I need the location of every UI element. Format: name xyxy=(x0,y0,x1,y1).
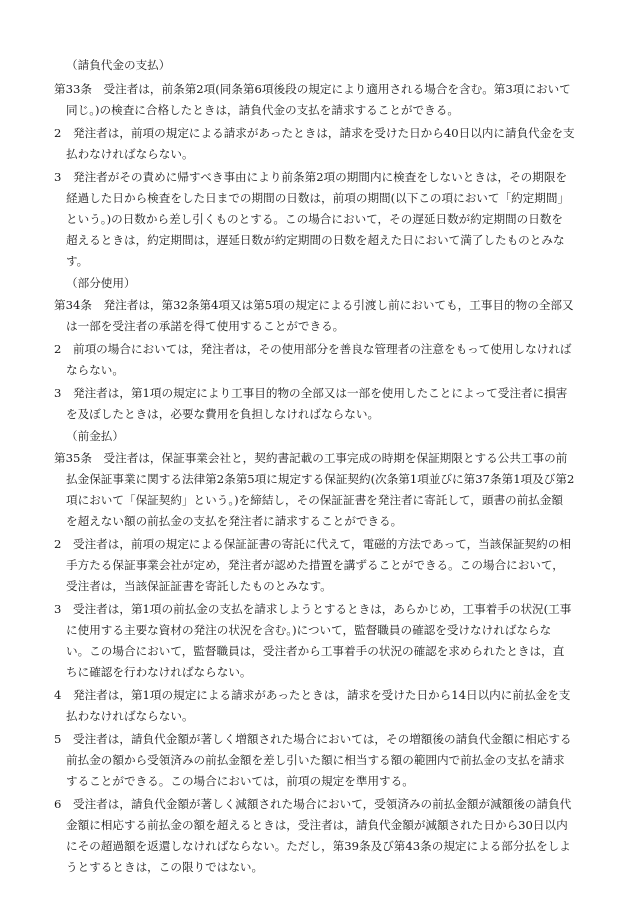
section-heading: （請負代金の支払） xyxy=(66,58,171,72)
text-line: 3 受注者は，第1項の前払金の支払を請求しようとするときは，あらかじめ，工事着手の状況(工事 xyxy=(54,602,572,616)
text-line: は一部を受注者の承諾を得て使用することができる。 xyxy=(66,319,345,333)
text-line: 5 受注者は，請負代金額が著しく増額された場合においては，その増額後の請負代金額に相応する xyxy=(54,732,572,746)
section-heading: （部分使用） xyxy=(66,276,136,290)
text-line: 第34条 発注者は，第32条第4項又は第5項の規定による引渡し前においても，工事目的物の全部又 xyxy=(54,298,574,312)
text-line: 超えるときは，約定期間は，遅延日数が約定期間の日数を超えた日において満了したものとみな xyxy=(66,233,565,247)
text-line: 2 発注者は，前項の規定による請求があったときは，請求を受けた日から40日以内に請負代金を支 xyxy=(54,126,575,140)
text-line: という。)の日数から差し引くものとする。この場合において，その遅延日数が約定期間の日数を xyxy=(66,212,564,226)
text-line: い。この場合において，監督職員は，受注者から工事着手の状況の確認を求められたときは，直 xyxy=(66,644,565,658)
text-line: にその超過額を返還しなければならない。ただし，第39条及び第43条の規定による部分払をしよ xyxy=(66,839,571,853)
text-line: 受注者は，当該保証証書を寄託したものとみなす。 xyxy=(66,579,332,593)
text-line: 同じ。)の検査に合格したときは，請負代金の支払を請求することができる。 xyxy=(66,103,459,117)
text-line: す。 xyxy=(66,254,89,268)
text-line: 経過した日から検査をした日までの期間の日数は，前項の期間(以下この項において「約定期間」 xyxy=(66,191,570,205)
text-line: 払金保証事業に関する法律第2条第5項に規定する保証契約(次条第1項並びに第37条第1項及び第2 xyxy=(66,472,575,486)
text-line: 3 発注者がその責めに帰すべき事由により前条第2項の期間内に検査をしないときは，その期限を xyxy=(54,170,568,184)
text-line: を超えない額の前払金の支払を発注者に請求することができる。 xyxy=(66,514,403,528)
text-line: 手方たる保証事業会社が定め，発注者が認めた措置を講ずることができる。この場合において， xyxy=(66,558,564,572)
text-line: 金額に相応する前払金の額を超えるときは，受注者は，請負代金額が減額された日から30日以内 xyxy=(66,818,568,832)
text-line: 項において「保証契約」という。)を締結し，その保証証書を発注者に寄託して，頭書の前払金額 xyxy=(66,493,564,507)
text-line: ちに確認を行わなければならない。 xyxy=(66,665,252,679)
text-line: 払わなければならない。 xyxy=(66,709,194,723)
text-line: に使用する主要な資材の発注の状況を含む。)について，監督職員の確認を受けなければならな xyxy=(66,623,552,637)
text-line: 2 受注者は，前項の規定による保証証書の寄託に代えて，電磁的方法であって，当該保証契約の相 xyxy=(54,537,571,551)
text-line: 第35条 受注者は，保証事業会社と，契約書記載の工事完成の時期を保証期限とする公共工事の前 xyxy=(54,451,568,465)
text-line: 払わなければならない。 xyxy=(66,147,194,161)
text-line: 前払金の額から受領済みの前払金額を差し引いた額に相当する額の範囲内で前払金の支払を請求 xyxy=(66,753,565,767)
text-line: 第33条 受注者は，前条第2項(同条第6項後段の規定により適用される場合を含む。第3項において xyxy=(54,82,571,96)
text-line: ならない。 xyxy=(66,363,124,377)
text-line: することができる。この場合においては，前項の規定を準用する。 xyxy=(66,774,414,788)
text-line: 2 前項の場合においては，発注者は，その使用部分を善良な管理者の注意をもって使用しなければ xyxy=(54,342,572,356)
text-line: うとするときは，この限りではない。 xyxy=(66,860,264,874)
text-line: を及ぼしたときは，必要な費用を負担しなければならない。 xyxy=(66,407,380,421)
text-line: 4 発注者は，第1項の規定による請求があったときは，請求を受けた日から14日以内に前払金を支 xyxy=(54,688,571,702)
text-line: 6 受注者は，請負代金額が著しく減額された場合において，受領済みの前払金額が減額後の請負代 xyxy=(54,797,572,811)
section-heading: （前金払） xyxy=(66,429,124,443)
text-line: 3 発注者は，第1項の規定により工事目的物の全部又は一部を使用したことによって受注者に損害 xyxy=(54,386,568,400)
